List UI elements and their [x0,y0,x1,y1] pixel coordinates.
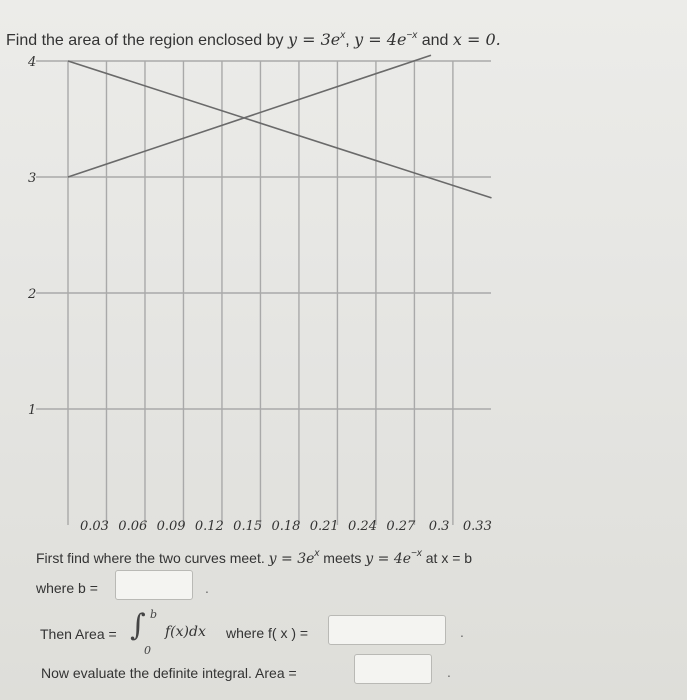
step1-at: at x = b [425,550,473,566]
y-tick-label-0: 1 [28,403,37,418]
where-b-label: where b = [36,580,98,596]
question-prefix: Find the area of the region enclosed by [6,32,284,49]
where-f-label: where f( x ) = [226,625,309,641]
x-tick-label-3: 0.12 [194,519,224,534]
x-tick-label-8: 0.27 [386,519,416,534]
f-period: . [460,624,464,640]
y-tick-label-2: 3 [28,171,37,186]
x-tick-label-0: 0.03 [80,519,109,534]
x-tick-label-6: 0.21 [309,519,339,534]
x-tick-label-2: 0.09 [156,519,186,534]
curve2-eq: y = 4e [354,30,407,49]
x-tick-label-1: 0.06 [118,519,148,534]
question-and: and [421,32,449,49]
curve1-exponent: x [340,30,346,41]
area-period: . [447,664,451,680]
x-tick-label-4: 0.15 [233,519,263,534]
question-sep: , [345,32,350,49]
step1-intro: First find where the two curves meet. [36,550,265,566]
x-tick-label-9: 0.3 [428,519,450,534]
b-answer-input[interactable] [115,570,193,600]
area-answer-input[interactable] [354,654,432,684]
step1-line1 [36,548,472,567]
curve1-eq: y = 3e [287,30,341,49]
x-tick-label-10: 0.33 [462,519,492,534]
line-eq: x = 0. [452,30,501,49]
step1-eq2: y = 4e [365,551,412,567]
b-period: . [205,580,209,596]
step1-eq2-exponent: −x [411,548,422,559]
integral-sign: ∫ [130,608,146,643]
f-answer-input[interactable] [328,615,446,645]
then-area-label: Then Area = [40,626,117,642]
integrand: f(x)dx [165,624,206,640]
curve2-exponent: −x [406,30,418,41]
integral-upper-limit: b [150,608,158,621]
x-tick-label-5: 0.18 [271,519,301,534]
step1-meets: meets [323,550,362,566]
x-tick-label-7: 0.24 [348,519,377,534]
y-tick-label-1: 2 [28,287,37,302]
step1-eq1-exponent: x [314,548,320,559]
area-label: Now evaluate the definite integral. Area = [41,665,297,681]
integral-lower-limit: 0 [144,644,151,657]
y-tick-label-3: 4 [28,55,37,70]
step1-eq1: y = 3e [268,551,315,567]
